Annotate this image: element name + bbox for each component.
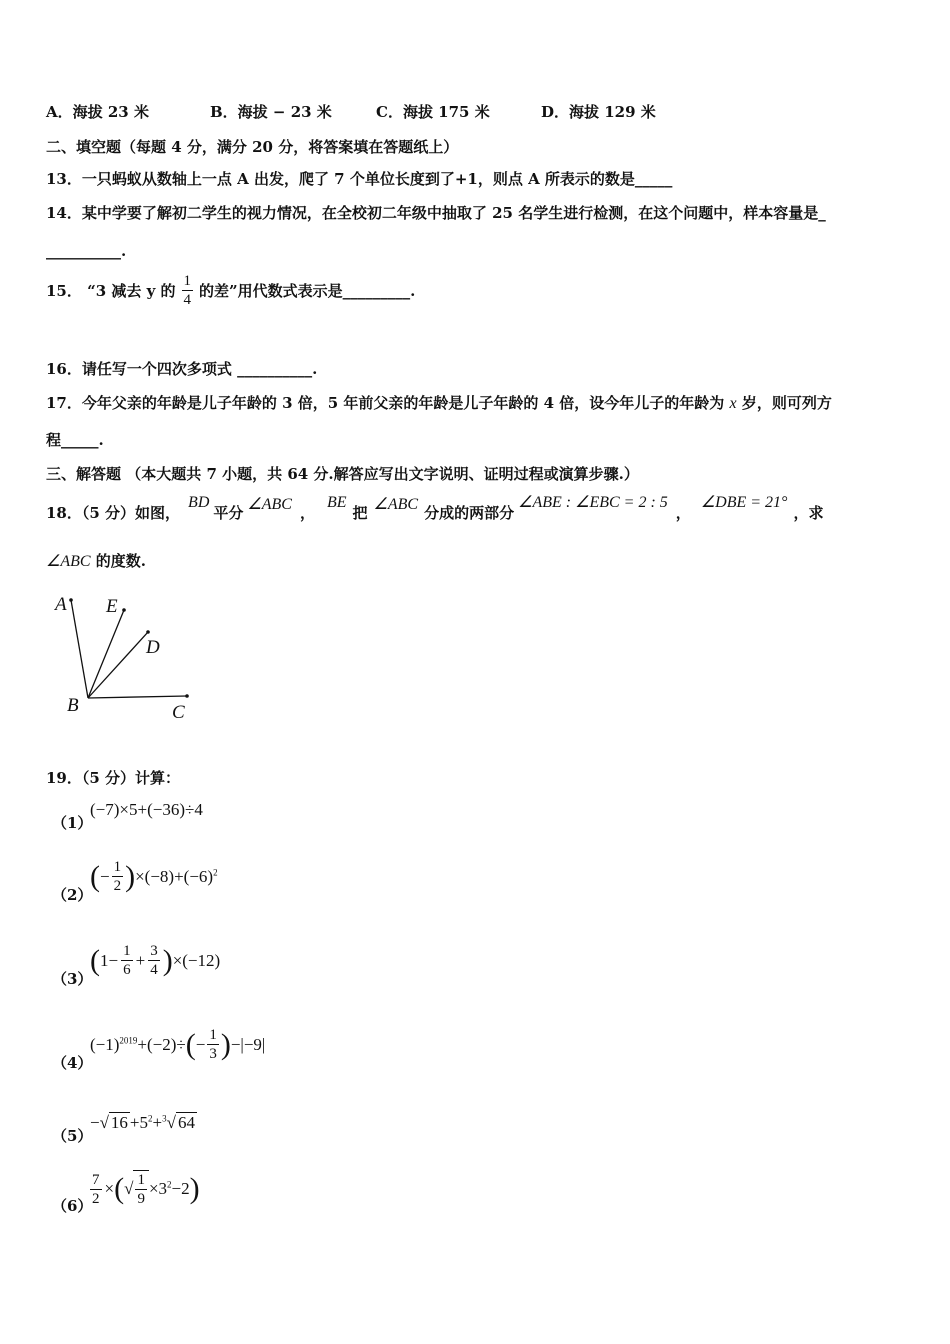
q18-abc-2: ∠ABC [373, 496, 419, 513]
question-19: 19．（5 分）计算： [46, 769, 181, 787]
ray-ba [71, 600, 88, 698]
point-a [69, 598, 73, 602]
part-2-label: （2） [52, 886, 93, 904]
q15-prefix: 15． “3 减去 y 的 [46, 282, 176, 300]
q18-dbe: ∠DBE = 21° [700, 494, 788, 511]
angle-figure [50, 590, 210, 725]
part-1-label: （1） [52, 814, 93, 832]
part-5-label: （5） [52, 1127, 93, 1145]
part-2-expression: ( − $\frac{1}{2}$ ) $\times(-8)+(-6)^2$ [90, 859, 218, 894]
label-d: D [146, 637, 160, 658]
question-18 [46, 494, 823, 523]
option-c: C．海拔 175 米 [376, 103, 490, 121]
ray-be [88, 610, 124, 698]
q18-abc: ∠ABC [247, 496, 292, 513]
ray-bd [88, 632, 148, 698]
q17-variable: x [729, 395, 737, 412]
q15-suffix: 的差”用代数式表示是_________. [199, 282, 416, 300]
q15-denominator: 4 [183, 292, 192, 308]
question-17-line2: 程_____. [46, 431, 104, 449]
part-6-expression: $\frac{7}{2}$ × ( √ $\frac{1}{9}$ $\times 3^2-2$ ) [92, 1171, 200, 1207]
part-3-expression: ( 1− $\frac{1}{6}$ + $\frac{3}{4}$ ) ×(−12) [90, 943, 221, 978]
q18-text-e: 分成的两部分 [424, 504, 515, 522]
q18-text-a: 18．（5 分）如图， [46, 504, 181, 522]
question-18-line2 [46, 550, 146, 571]
question-16: 16．请任写一个四次多项式 __________. [46, 360, 318, 378]
q18-be: BE [326, 494, 347, 511]
question-17 [46, 392, 832, 413]
q15-fraction [182, 272, 194, 309]
q18-abc-3: ∠ABC [46, 553, 91, 570]
q17-prefix: 17．今年父亲的年龄是儿子年龄的 3 倍，5 年前父亲的年龄是儿子年龄的 4 倍，设今年儿子的年龄为 [46, 394, 725, 412]
question-14-blank: __________. [46, 242, 127, 260]
label-c: C [172, 702, 185, 723]
section2-title: 二、填空题（每题 4 分，满分 20 分，将答案填在答题纸上） [46, 138, 459, 156]
label-e: E [106, 596, 118, 617]
q18-text-g: ，求 [793, 504, 824, 522]
part-1-expression: (−7)×5+(−36)÷4 [90, 800, 203, 819]
ray-bc [88, 696, 187, 698]
label-a: A [55, 594, 67, 615]
part-4-label: （4） [52, 1054, 93, 1072]
q15-numerator: 1 [183, 273, 192, 289]
q18-ratio: ∠ABE : ∠EBC = 2 : 5 [518, 494, 668, 511]
question-14: 14．某中学要了解初二学生的视力情况，在全校初二年级中抽取了 25 名学生进行检测，在这个问题中，样本容量是_ [46, 204, 826, 222]
part-4-expression: $(-1)^{2019}+(-2)\div$ ( − $\frac{1}{3}$ ) −|−9| [90, 1027, 266, 1062]
q18-bd: BD [188, 494, 210, 511]
option-d: D．海拔 129 米 [541, 103, 656, 121]
point-d [146, 630, 150, 634]
q18-line2-text: 的度数. [95, 552, 147, 570]
option-a: A．海拔 23 米 [46, 103, 149, 121]
option-b: B．海拔 − 23 米 [210, 103, 332, 121]
q18-text-c: ， [299, 504, 315, 522]
part-3-label: （3） [52, 970, 93, 988]
section3-title: 三、解答题 （本大题共 7 小题，共 64 分.解答应写出文字说明、证明过程或演算步骤.） [46, 465, 639, 483]
q18-text-f: ， [675, 504, 691, 522]
q18-text-b: 平分 [213, 504, 244, 522]
q18-text-d: 把 [352, 504, 368, 522]
point-c [185, 694, 189, 698]
q17-suffix: 岁，则可列方 [741, 394, 832, 412]
question-13: 13．一只蚂蚁从数轴上一点 A 出发，爬了 7 个单位长度到了+1，则点 A 所表示的数是_____ [46, 170, 673, 188]
label-b: B [67, 695, 79, 716]
part-6-label: （6） [52, 1197, 93, 1215]
question-15 [46, 272, 415, 309]
point-e [122, 608, 126, 612]
part-5-expression: −√ $16 +5^2+^3√$ 64 [90, 1113, 195, 1132]
